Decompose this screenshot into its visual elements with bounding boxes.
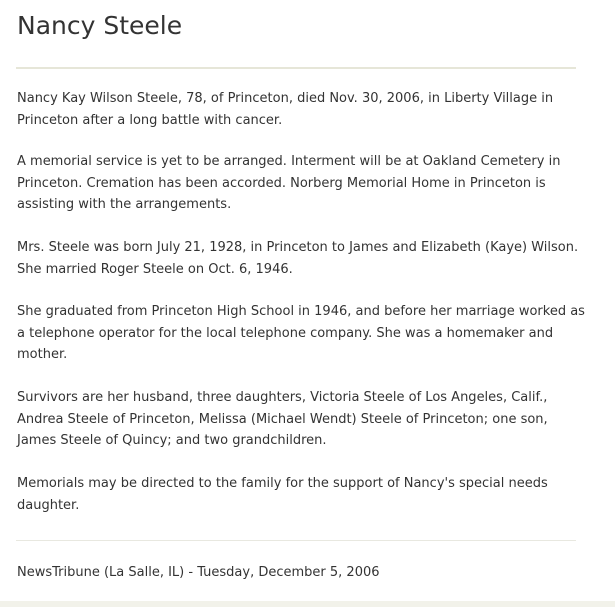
title-divider <box>16 67 576 69</box>
obituary-paragraph-survivors: Survivors are her husband, three daughters, Victoria Steele of Los Angeles, Calif., Andrea Steele of Princeton, Melissa (Michael Wendt) Steele of Princeton; one son, James Steele of Quincy; and two grandchildren. <box>17 390 548 448</box>
obituary-paragraph-death: Nancy Kay Wilson Steele, 78, of Princeton, died Nov. 30, 2006, in Liberty Village in Princeton after a long battle with cancer. <box>17 91 554 128</box>
obituary-paragraph-birth: Mrs. Steele was born July 21, 1928, in Princeton to James and Elizabeth (Kaye) Wilson. She married Roger Steele on Oct. 6, 1946. <box>17 240 579 277</box>
source-citation: NewsTribune (La Salle, IL) - Tuesday, December 5, 2006 <box>17 565 380 580</box>
page-title: Nancy Steele <box>17 11 183 40</box>
obituary-paragraph-memorials: Memorials may be directed to the family for the support of Nancy's special needs daughter. <box>17 476 548 513</box>
obituary-paragraph-career: She graduated from Princeton High School in 1946, and before her marriage worked as a telephone operator for the local telephone company. She was a homemaker and mother. <box>17 304 585 362</box>
page-bottom-border <box>0 601 615 607</box>
source-divider <box>16 540 576 541</box>
obituary-paragraph-services: A memorial service is yet to be arranged. Interment will be at Oakland Cemetery in Princeton. Cremation has been accorded. Norberg Memorial Home in Princeton is assisting with the arrangements. <box>17 154 561 212</box>
